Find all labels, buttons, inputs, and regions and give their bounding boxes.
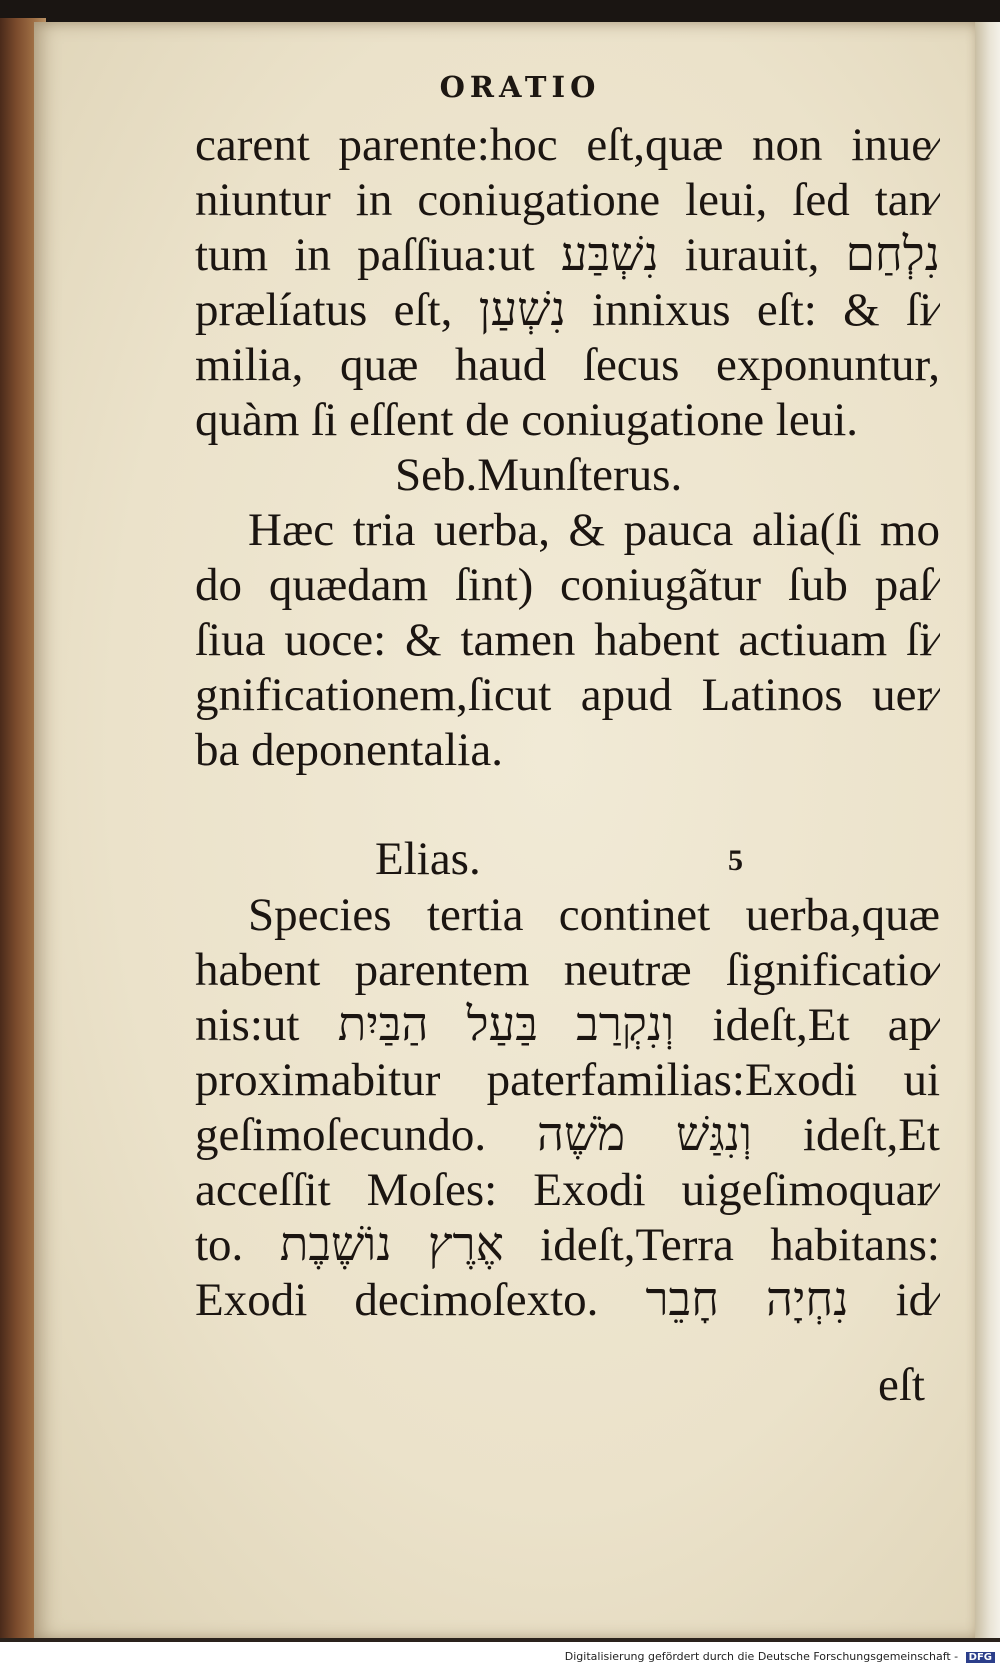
text-line: tum in paſſiua:ut נִשְׁבַּע iurauit, נִלְחַם — [195, 229, 940, 281]
running-head: ORATIO — [439, 70, 601, 104]
catchword: eſt — [878, 1359, 925, 1411]
page-right-margin — [975, 22, 1000, 1640]
text-line: milia, quæ haud ſecus exponuntur, — [195, 339, 940, 391]
text-line: carent parente:hoc eſt,quæ non inue⁄ — [195, 119, 940, 171]
signature-mark: 5 — [728, 844, 743, 877]
text-line: prælíatus eſt, נִשְׁעַן innixus eſt: & ſi⁄ — [195, 284, 940, 336]
text-line: Exodi decimoſexto. נִחְיָה חָבֵר id⁄ — [195, 1274, 940, 1326]
text-line: geſimoſecundo. וְנִגַּשׁ מֹשֶׁה ideſt,Et — [195, 1109, 940, 1161]
text-line: ſiua uoce: & tamen habent actiuam ſi⁄ — [195, 614, 940, 666]
text-line: proximabitur paterfamilias:Exodi ui — [195, 1054, 940, 1106]
scan-bottom-border — [0, 1638, 1000, 1642]
text-line: do quædam ſint) coniugãtur ſub paſ⁄ — [195, 559, 940, 611]
text-line: quàm ſi eſſent de coniugatione leui. — [195, 394, 859, 446]
text-line: niuntur in coniugatione leui, ſed tan⁄ — [195, 174, 940, 226]
text-line: gnificationem,ſicut apud Latinos uer⁄ — [195, 669, 940, 721]
text-line: to. אֶרֶץ נוֹשֶׁבֶת ideſt,Terra habitans: — [195, 1219, 940, 1271]
dfg-logo: DFG — [966, 1652, 995, 1663]
section-heading: Elias. — [375, 833, 481, 885]
section-heading: Seb.Munſterus. — [395, 449, 683, 501]
footer-text: Digitalisierung gefördert durch die Deutsche Forschungsgemeinschaft - — [564, 1650, 959, 1663]
text-line: Hæc tria uerba, & pauca alia(ſi mo — [248, 504, 940, 556]
digitization-footer — [0, 1650, 995, 1663]
text-line: ba deponentalia. — [195, 724, 503, 776]
text-line: nis:ut וְנִקְרַב בַּעַל הַבַּיִת ideſt,Et ap⁄ — [195, 999, 940, 1051]
text-line: acceſſit Moſes: Exodi uigeſimoquar⁄ — [195, 1164, 940, 1216]
text-line: habent parentem neutræ ſignificatio⁄ — [195, 944, 940, 996]
text-line: Species tertia continet uerba,quæ — [248, 889, 940, 941]
